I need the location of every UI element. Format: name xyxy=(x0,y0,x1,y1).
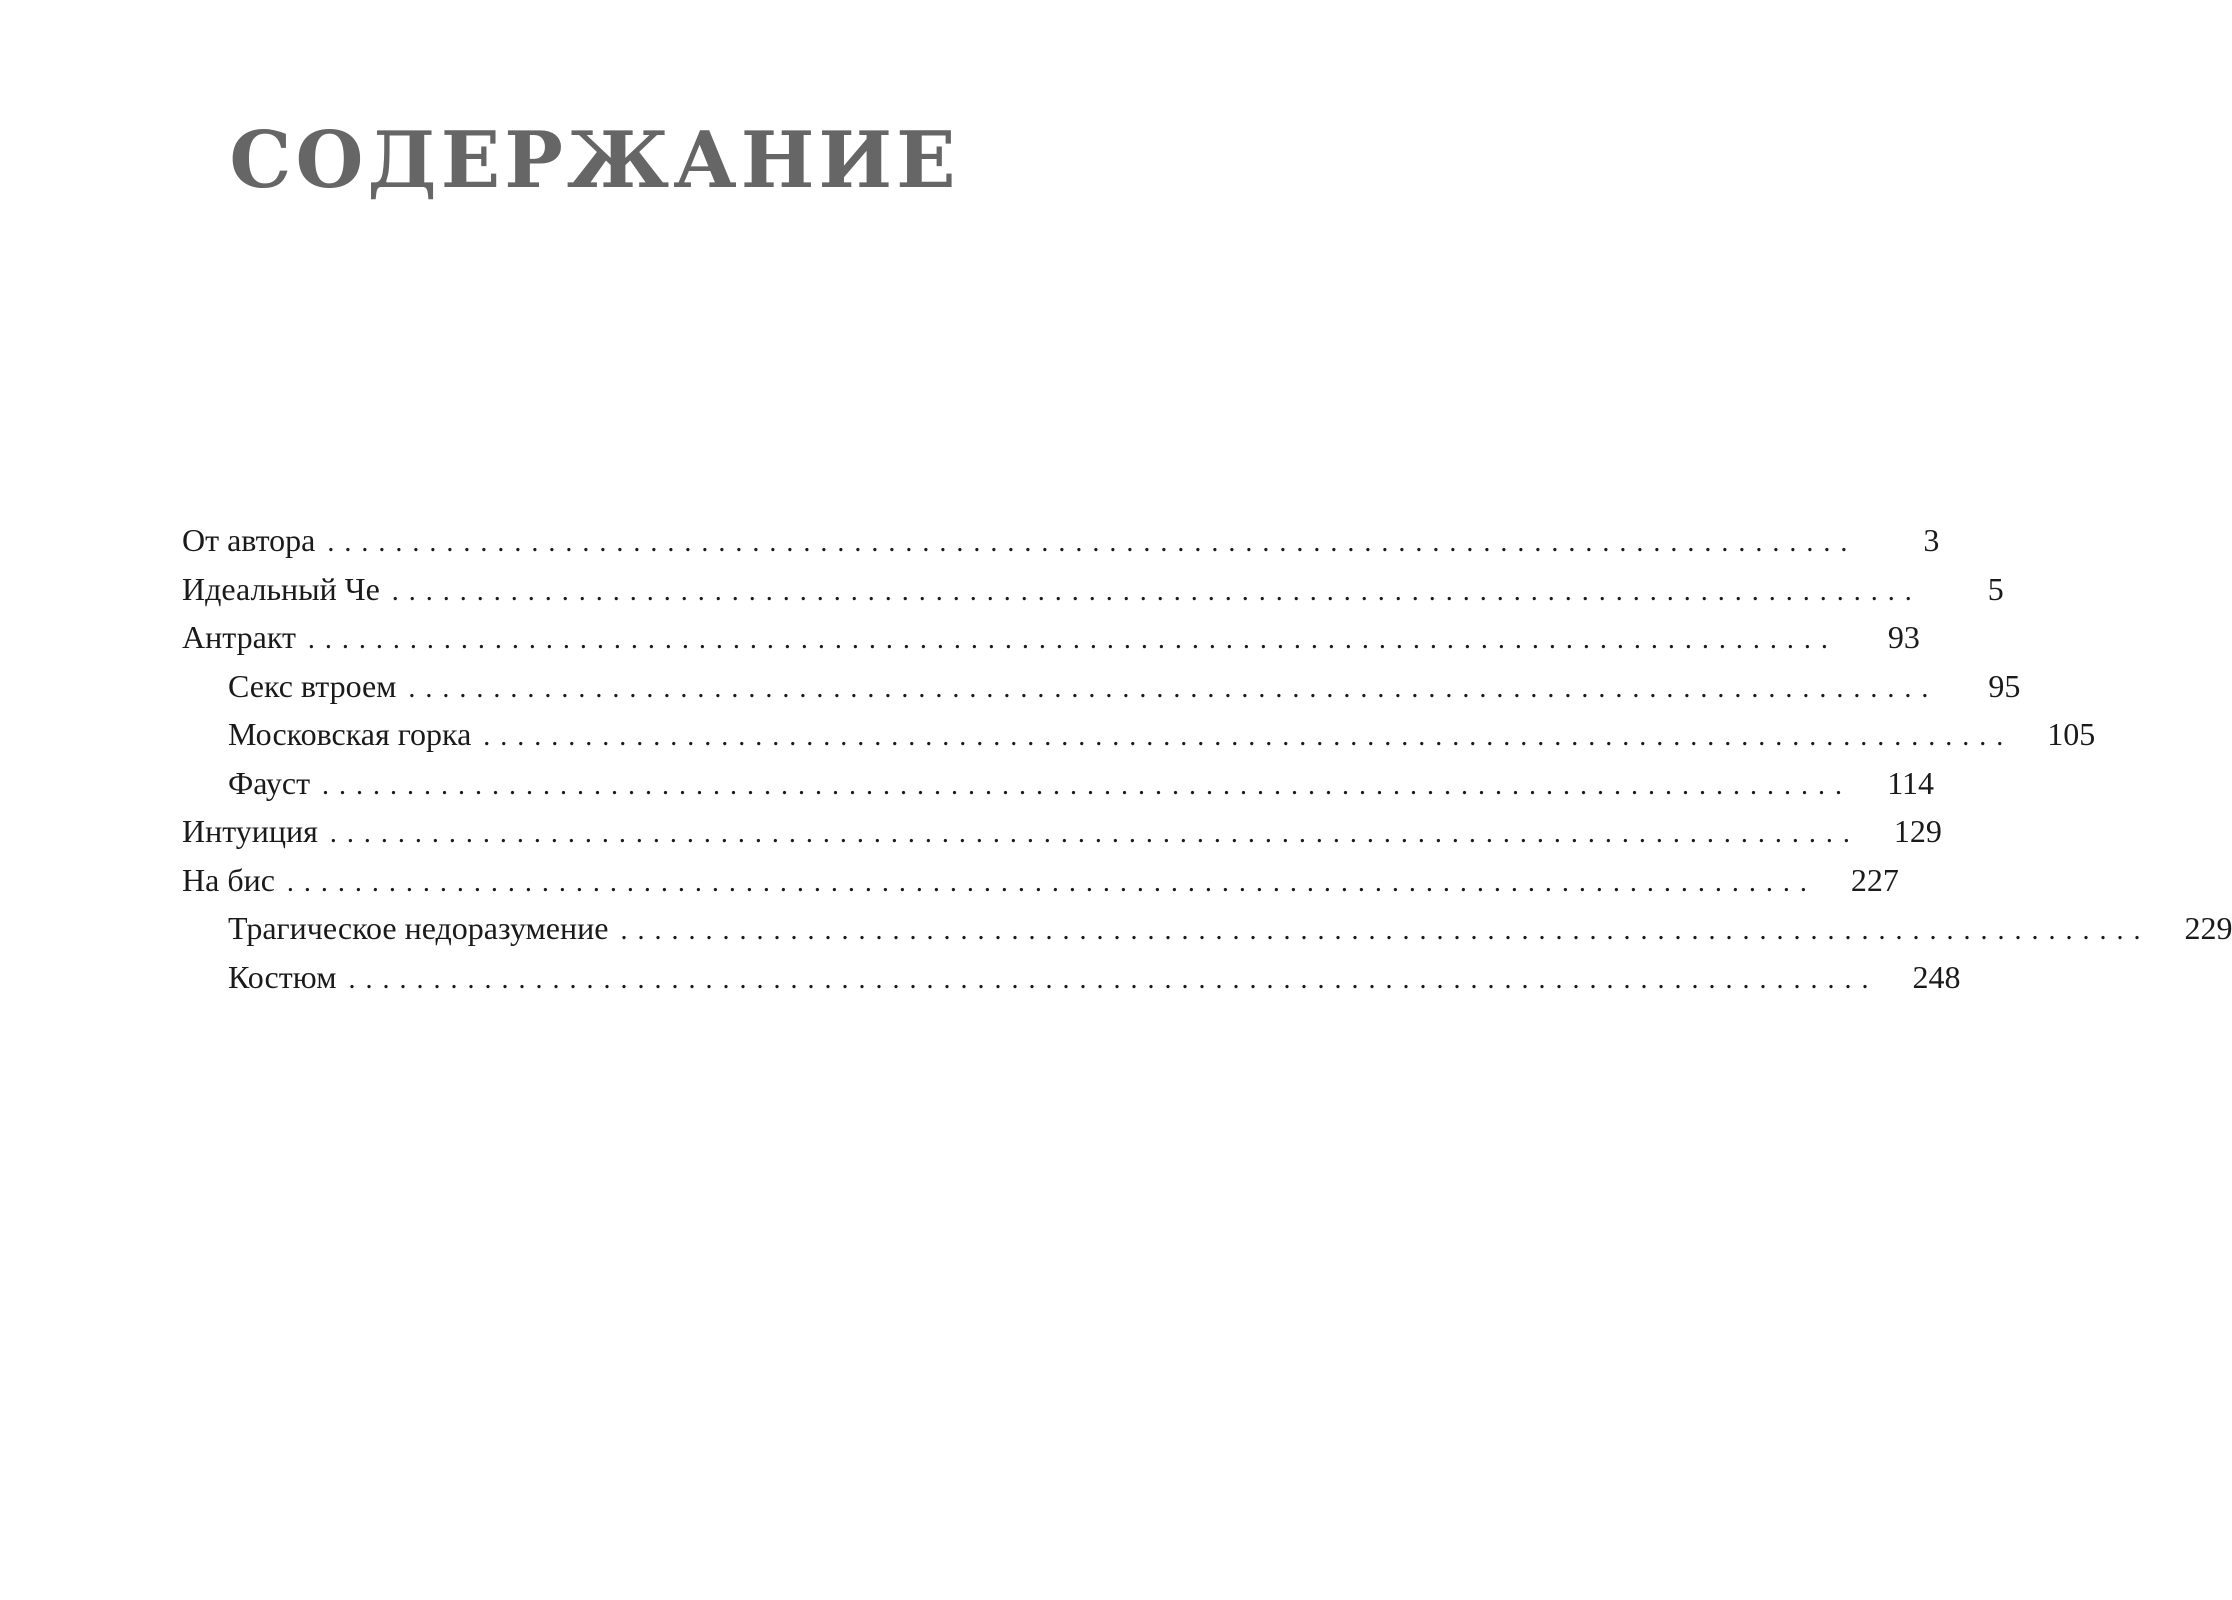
toc-entry-label: Секс втроем xyxy=(228,667,397,704)
table-of-contents xyxy=(182,516,2232,1001)
toc-entry-label: Трагическое недоразумение xyxy=(228,910,609,946)
dot-leader: .......................................................................................... xyxy=(307,624,1838,655)
toc-entry-label: Идеальный Че xyxy=(182,570,380,607)
toc-entry-kostyum[interactable] xyxy=(182,953,1961,1002)
toc-entry-page: 5 xyxy=(1987,570,2004,607)
toc-entry-page: 229 xyxy=(2184,910,2232,946)
dot-leader: .......................................................................................... xyxy=(286,866,1817,898)
dot-leader: .......................................................................................... xyxy=(620,915,2151,946)
toc-entry-label: Фауст xyxy=(228,764,311,801)
dot-leader: .......................................................................................... xyxy=(391,575,1922,607)
toc-entry-page: 227 xyxy=(1850,861,1899,898)
toc-entry-idealnyi-che[interactable] xyxy=(182,565,2004,614)
dot-leader: .......................................................................................... xyxy=(348,963,1879,995)
toc-entry-page: 114 xyxy=(1887,764,1935,801)
dot-leader: .......................................................................................... xyxy=(483,721,2014,752)
toc-entry-page: 93 xyxy=(1887,619,1920,655)
dot-leader: .......................................................................................... xyxy=(327,527,1858,558)
dot-leader: .......................................................................................... xyxy=(329,818,1860,849)
toc-entry-page: 105 xyxy=(2047,716,2096,752)
toc-entry-label: Московская горка xyxy=(228,716,472,752)
toc-entry-page: 248 xyxy=(1912,958,1961,995)
toc-entry-ot-avtora[interactable] xyxy=(182,516,1940,565)
toc-entry-moskovskaya-gorka[interactable] xyxy=(182,710,2096,759)
toc-entry-seks-vtroem[interactable] xyxy=(182,662,2021,711)
dot-leader: .......................................................................................... xyxy=(408,672,1939,704)
toc-entry-na-bis[interactable] xyxy=(182,856,1899,905)
toc-entry-antrakt[interactable] xyxy=(182,613,1920,662)
toc-entry-tragicheskoe-nedorazumenie[interactable] xyxy=(182,904,2232,953)
toc-entry-label: Интуиция xyxy=(182,813,318,849)
toc-entry-page: 129 xyxy=(1893,813,1942,849)
toc-entry-label: Костюм xyxy=(228,958,337,995)
toc-entry-faust[interactable] xyxy=(182,759,1935,808)
page-title: СОДЕРЖАНИЕ xyxy=(229,115,960,206)
toc-entry-page: 95 xyxy=(1988,667,2021,704)
toc-entry-label: От автора xyxy=(182,522,316,558)
dot-leader: .......................................................................................... xyxy=(322,769,1853,801)
toc-entry-page: 3 xyxy=(1923,522,1940,558)
toc-entry-label: Антракт xyxy=(182,619,296,655)
toc-entry-intuitsiya[interactable] xyxy=(182,807,1942,856)
toc-entry-label: На бис xyxy=(182,861,275,898)
